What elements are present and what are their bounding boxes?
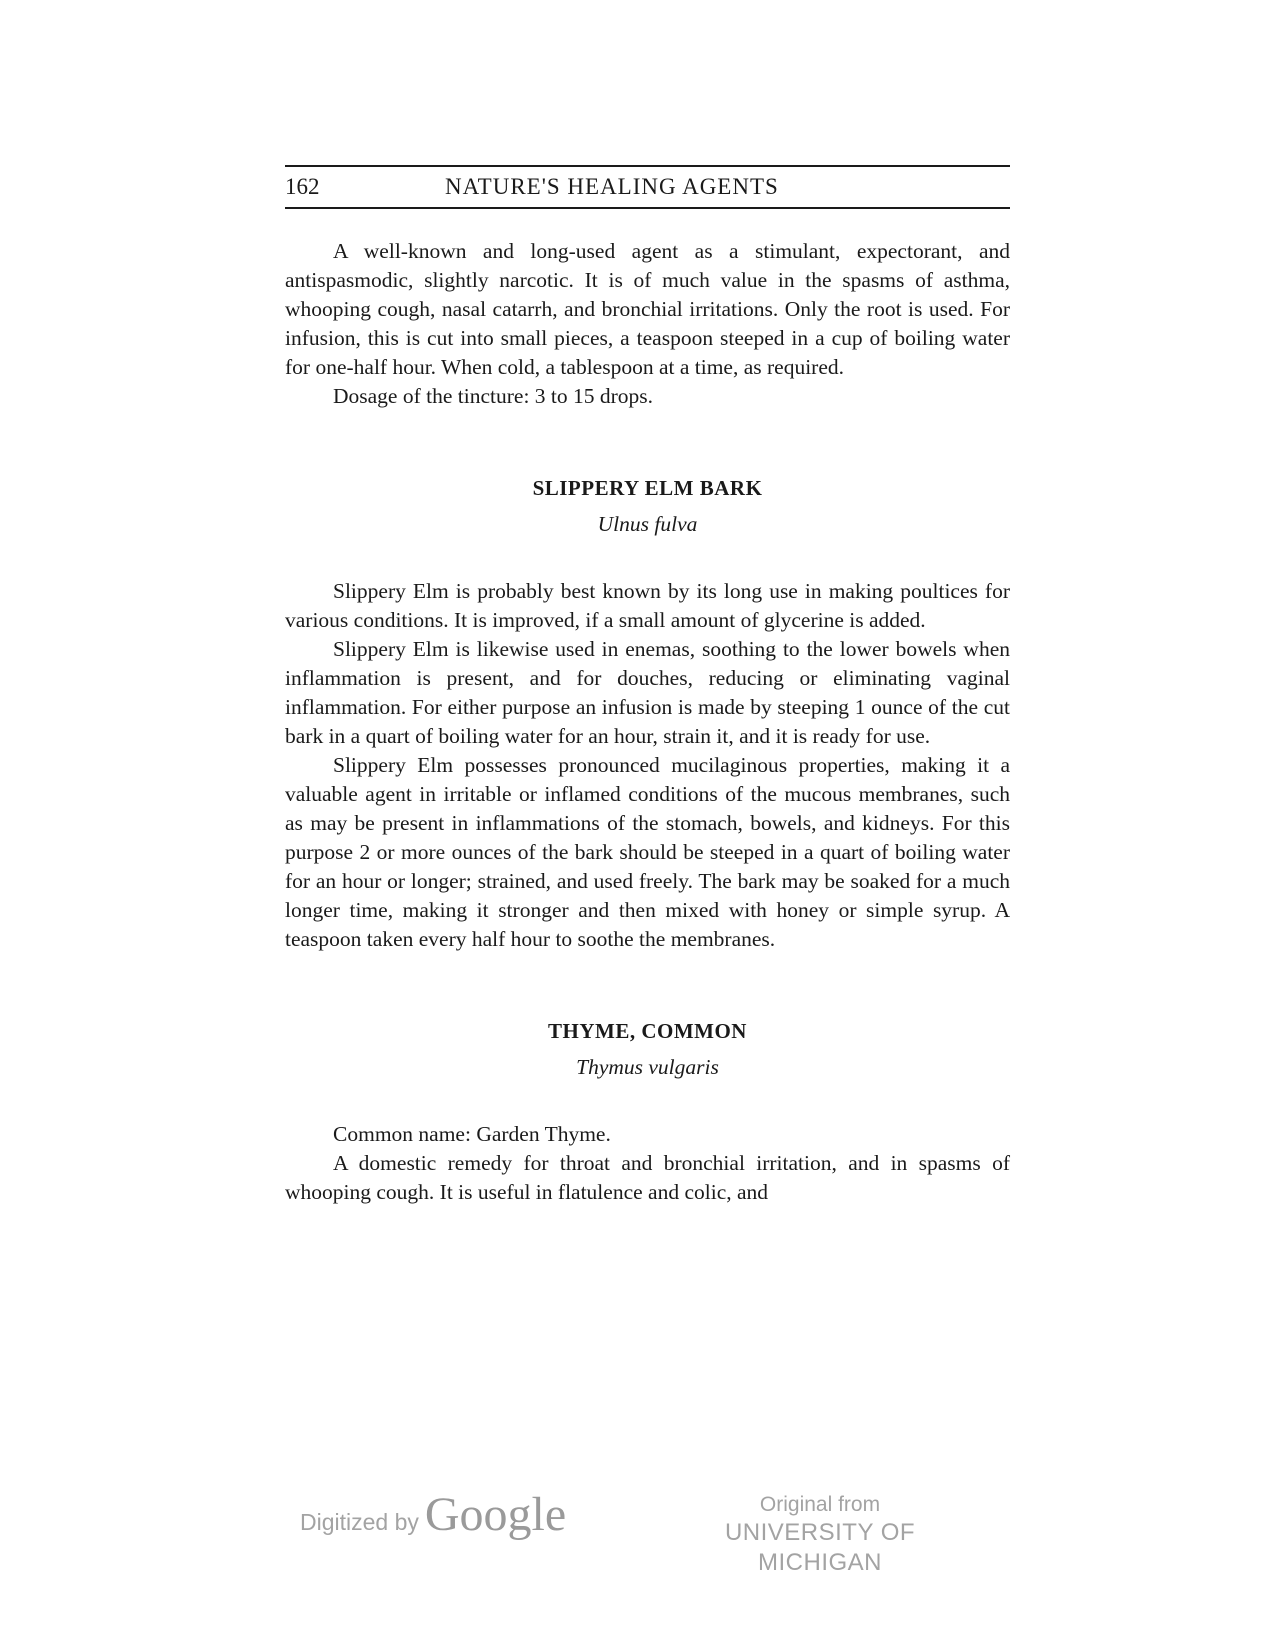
book-title: NATURE'S HEALING AGENTS: [445, 174, 779, 199]
paragraph: A domestic remedy for throat and bronchial irritation, and in spasms of whooping cough. It is useful in flatulence and colic, and: [285, 1151, 1010, 1204]
section-heading: THYME, COMMON: [548, 1019, 747, 1043]
digitized-by-watermark: [300, 1487, 566, 1542]
book-page: [285, 165, 1010, 1207]
original-from-watermark: [690, 1492, 950, 1578]
paragraph: Slippery Elm is likewise used in enemas, soothing to the lower bowels when inflammation is present, and for douches, reducing or eliminating vaginal inflammation. For either purpose an infusion is made by steeping 1 ounce of the cut bark in a quart of boiling water for an hour, strain it, and it is ready for use.: [285, 637, 1010, 748]
paragraph: A well-known and long-used agent as a stimulant, expectorant, and antispasmodic, slightly narcotic. It is of much value in the spasms of asthma, whooping cough, nasal catarrh, and bronchial irritations. Only the root is used. For infusion, this is cut into small pieces, a teaspoon steeped in a cup of boiling water for one-half hour. When cold, a tablespoon at a time, as required.: [285, 239, 1010, 379]
paragraph: Dosage of the tincture: 3 to 15 drops.: [333, 384, 654, 408]
paragraph: Common name: Garden Thyme.: [333, 1122, 611, 1146]
latin-name: Thymus vulgaris: [576, 1055, 719, 1079]
intro-text: [285, 237, 1010, 411]
digitized-by-text: Digitized by: [300, 1509, 419, 1535]
section-body: [285, 1120, 1010, 1207]
section-body: [285, 577, 1010, 954]
google-logo-text: Google: [424, 1488, 567, 1541]
institution-text: UNIVERSITY OF MICHIGAN: [724, 1519, 916, 1576]
section-thyme: [285, 1016, 1010, 1207]
page-number: 162: [285, 174, 320, 199]
running-head: [285, 167, 1010, 207]
section-heading: SLIPPERY ELM BARK: [532, 476, 763, 500]
latin-name: Ulnus fulva: [597, 512, 698, 536]
header-rule-bottom: [285, 207, 1010, 209]
paragraph: Slippery Elm is probably best known by its long use in making poultices for various conditions. It is improved, if a small amount of glycerine is added.: [285, 579, 1010, 632]
paragraph: Slippery Elm possesses pronounced mucilaginous properties, making it a valuable agent in irritable or inflamed conditions of the mucous membranes, such as may be present in inflammations of the stomach, bowels, and kidneys. For this purpose 2 or more ounces of the bark should be steeped in a quart of boiling water for an hour or longer; strained, and used freely. The bark may be soaked for a much longer time, making it stronger and then mixed with honey or simple syrup. A teaspoon taken every half hour to soothe the membranes.: [285, 753, 1010, 951]
section-slippery-elm: [285, 473, 1010, 954]
original-from-text: Original from: [759, 1493, 881, 1516]
